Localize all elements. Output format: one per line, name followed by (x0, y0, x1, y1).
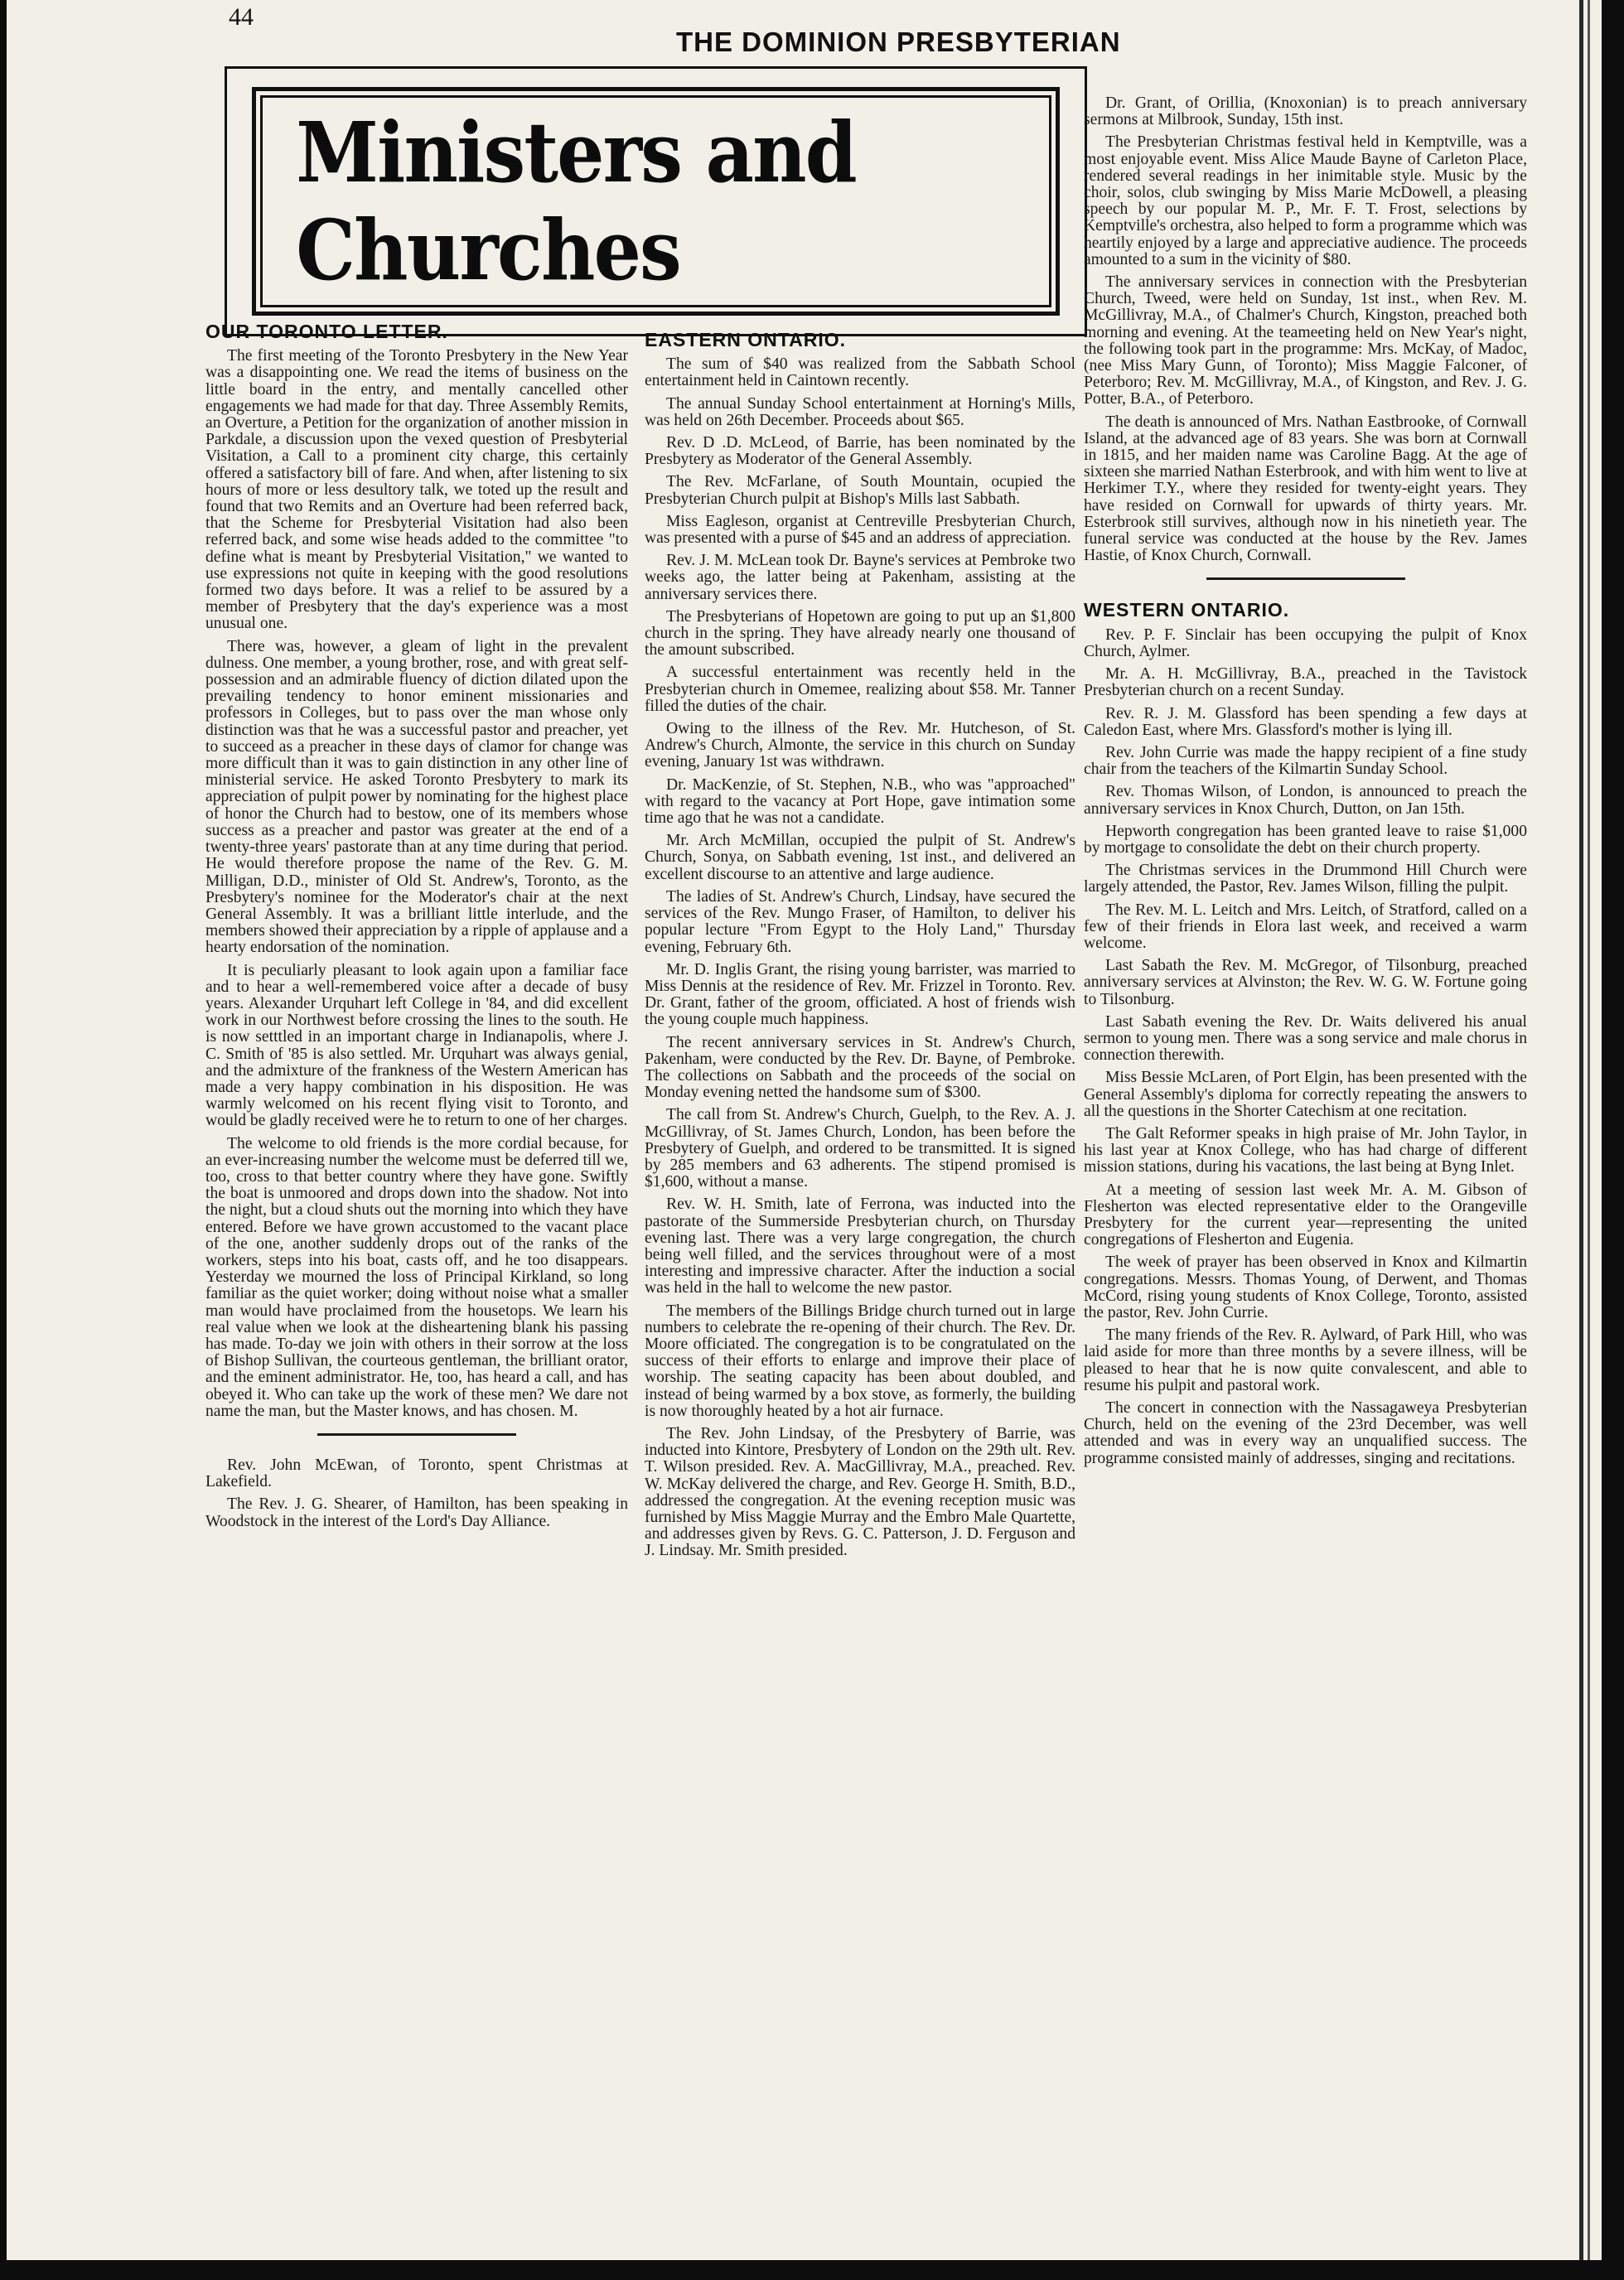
page-edge-line (1588, 0, 1590, 2260)
paragraph: The first meeting of the Toronto Presbytery in the New Year was a disappointing one. We read the items of business on the little board in the entry, and mentally cancelled other engagements we had made for that day. Three Assembly Remits, an Overture, a Petition for the organization of another mission in Parkdale, a discussion upon the vexed question of Presbyterial Visitation, a Call to a prominent city charge, this certainly offered a satisfactory bill of fare. And when, after listening to six hours of more or less desultory talk, we toted up the result and found that two Remits and an Overture had been referred back, that the Scheme for Presbyterial Visitation had also been referred back, and some wise heads added to the committee "to define what is meant by Presbyterial Visitation," we wanted to use expressions not quite in keeping with the good resolutions formed two days before. It was a relief to be assured by a member of Presbytery that the day's experience was a most unusual one. (205, 347, 628, 633)
eastern-heading: EASTERN ONTARIO. (645, 329, 847, 350)
paragraph: The concert in connection with the Nassagaweya Presbyterian Church, held on the evening of the 23rd December, was well attended and was in every way an unqualified success. The programme consisted mainly of addresses, singing and recitations. (1084, 1399, 1527, 1467)
paragraph: The anniversary services in connection with the Presbyterian Church, Tweed, were held on Sunday, 1st inst., when Rev. M. McGillivray, M.A., of Chalmer's Church, Kingston, preached both morning and evening. At the teameeting held on New Year's night, the following took part in the programme: Mrs. McKay, of Madoc, (nee Miss Mary Gunn, of Toronto); Miss Maggie Falconer, of Peterboro; Rev. M. McGillivray, M.A., of Kingston, and Rev. J. G. Potter, B.A., of Peterboro. (1084, 273, 1527, 408)
section-banner (225, 66, 1087, 336)
paragraph: Rev. John McEwan, of Toronto, spent Christmas at Lakefield. (205, 1456, 628, 1491)
paragraph: The call from St. Andrew's Church, Guelph, to the Rev. A. J. McGillivray, of St. James Church, London, has been before the Presbytery of Guelph, and ordered to be transmitted. It is signed by 285 members and 63 adherents. The stipend promised is $1,600, without a manse. (645, 1106, 1075, 1191)
column-right (1084, 95, 1527, 1473)
paragraph: Hepworth congregation has been granted leave to raise $1,000 by mortgage to consolidate the debt on their church property. (1084, 822, 1527, 857)
paragraph: Dr. Grant, of Orillia, (Knoxonian) is to preach anniversary sermons at Milbrook, Sunday, 15th inst. (1084, 94, 1527, 129)
banner-title: Ministers and Churches (296, 104, 856, 299)
paragraph: Rev. P. F. Sinclair has been occupying the pulpit of Knox Church, Aylmer. (1084, 626, 1527, 660)
paragraph: Last Sabath the Rev. M. McGregor, of Tilsonburg, preached anniversary services at Alvinston; the Rev. W. G. W. Fortune going to Tilsonburg. (1084, 957, 1527, 1008)
newspaper-page (7, 0, 1602, 2260)
running-title: THE DOMINION PRESBYTERIAN (676, 27, 1121, 57)
paragraph: Miss Bessie McLaren, of Port Elgin, has been presented with the General Assembly's diploma for correctly repeating the answers to all the questions in the Shorter Catechism at one recitation. (1084, 1069, 1527, 1120)
paragraph: Mr. D. Inglis Grant, the rising young barrister, was married to Miss Dennis at the residence of Rev. Mr. Frizzel in Toronto. Rev. Dr. Grant, father of the groom, officiated. A host of friends wish the young couple much happiness. (645, 960, 1075, 1029)
paragraph: The Presbyterians of Hopetown are going to put up an $1,800 church in the spring. They have already nearly one thousand of the amount subscribed. (645, 607, 1075, 659)
paragraph: A successful entertainment was recently held in the Presbyterian church in Omemee, realizing about $58. Mr. Tanner filled the duties of the chair. (645, 664, 1075, 715)
page-number: 44 (229, 3, 254, 31)
paragraph: There was, however, a gleam of light in the prevalent dulness. One member, a young brother, rose, and with great self-possession and an admirable fluency of diction dilated upon the prevailing tendency to honor eminent missionaries and professors in Colleges, but to pass over the man whose only distinction was that he was a successful pastor and preacher, yet to succeed as a preacher in these days of clamor for change was more difficult than it was to gain distinction in any other line of ministerial service. He asked Toronto Presbytery to mark its appreciation of pulpit power by nominating for the highest place of honor the Church had to bestow, one of its members whose success as a preacher and pastor was greater at the end of a twenty-three years' pastorate than at any time during that period. He would therefore propose the name of the Rev. G. M. Milligan, D.D., minister of Old St. Andrew's, Toronto, as the Presbytery's nominee for the Moderator's chair at the next General Assembly. It was a brilliant little interlude, and the members showed their appreciation by a ripple of applause and a hearty endorsation of the nomination. (205, 637, 628, 957)
paragraph: Dr. MacKenzie, of St. Stephen, N.B., who was "approached" with regard to the vacancy at Port Hope, gave intimation some time ago that he was not a candidate. (645, 775, 1075, 828)
paragraph: Rev. W. H. Smith, late of Ferrona, was inducted into the pastorate of the Summerside Presbyterian church, on Thursday evening last. There was a very large congregation, the church being well filled, and the services throughout were of a most interesting and impressive character. After the induction a social was held in the hall to welcome the new pastor. (645, 1196, 1075, 1297)
paragraph: The annual Sunday School entertainment at Horning's Mills, was held on 26th December. Proceeds about $65. (645, 394, 1075, 429)
paragraph: The death is announced of Mrs. Nathan Eastbrooke, of Cornwall Island, at the advanced age of 83 years. She was born at Cornwall in 1815, and her maiden name was Caroline Bagg. At the age of sixteen she married Nathan Esterbrook, and with him went to live at Herkimer T.Y., where they resided for twenty-eight years. They have resided on Cornwall for upwards of thirty years. Mr. Esterbrook still survives, although now in his ninetieth year. The funeral service was conducted at the house by the Rev. James Hastie, of Knox Church, Cornwall. (1084, 413, 1527, 565)
paragraph: The Rev. M. L. Leitch and Mrs. Leitch, of Stratford, called on a few of their friends in Elora last week, and received a warm welcome. (1084, 901, 1527, 952)
paragraph: The Rev. John Lindsay, of the Presbytery of Barrie, was inducted into Kintore, Presbytery of London on the 29th ult. Rev. T. Wilson presided. Rev. A. MacGillivray, M.A., preached. Rev. W. McKay delivered the charge, and Rev. George H. Smith, B.D., addressed the congregation. At the evening reception music was furnished by Miss Maggie Murray and the Embro Male Quartette, and addresses given by Revs. G. C. Patterson, J. D. Ferguson and J. Lindsay. Mr. Smith presided. (645, 1424, 1075, 1560)
western-heading: WESTERN ONTARIO. (1084, 599, 1290, 621)
column-toronto (205, 323, 628, 1536)
banner-frame (252, 87, 1060, 316)
paragraph: Rev. Thomas Wilson, of London, is announced to preach the anniversary services in Knox Church, Dutton, on Jan 15th. (1084, 783, 1527, 818)
paragraph: The week of prayer has been observed in Knox and Kilmartin congregations. Messrs. Thomas Young, of Derwent, and Thomas McCord, rising young students of Knox College, Toronto, assisted the pastor, Rev. John Currie. (1084, 1254, 1527, 1321)
paragraph: Last Sabath evening the Rev. Dr. Waits delivered his anual sermon to young men. There was a song service and male chorus in connection therewith. (1084, 1012, 1527, 1065)
toronto-heading: OUR TORONTO LETTER. (205, 321, 448, 342)
paragraph: The welcome to old friends is the more cordial because, for an ever-increasing number the welcome must be deferred till we, too, cross to that better country where they have gone. Swiftly the boat is unmoored and drops down into the shadow. Not into the night, but a cloud shuts out the morning into which they have entered. Before we have grown accustomed to the vacant place of the one, another suddenly drops out of the ranks of the workers, steps into his boat, casts off, and he too disappears. Yesterday we mourned the loss of Principal Kirkland, so long familiar as the quiet worker; doing without noise what a smaller man would have proclaimed from the housetops. We learn his real value when we look at the disheartening blank his passing has made. To-day we join with others in their sorrow at the loss of Bishop Sullivan, the courteous gentleman, the brilliant orator, and the eminent administrator. He, too, has heard a call, and has obeyed it. Who can take up the work of these men? We dare not name the man, but the Master knows, and has chosen. M. (205, 1134, 628, 1420)
paragraph: It is peculiarly pleasant to look again upon a familiar face and to hear a well-remembered voice after a decade of busy years. Alexander Urquhart left College in '84, and did excellent work in our Northwest before crossing the lines to the south. He is now setttled in an important charge in Indianapolis, where J. C. Smith of '85 is also settled. Mr. Urquhart was always genial, and the admixture of the frankness of the Western American has made a very happy combination in his disposition. He was warmly welcomed on his recent flying visit to Toronto, and would be gladly received were he to return to one of her charges. (205, 961, 628, 1130)
paragraph: The sum of $40 was realized from the Sabbath School entertainment held in Caintown recently. (645, 355, 1075, 390)
page-edge-shadow (1579, 0, 1583, 2260)
paragraph: The ladies of St. Andrew's Church, Lindsay, have secured the services of the Rev. Mungo Fraser, of Hamilton, to deliver his popular lecture "From Egypt to the Holy Land," Thursday evening, February 6th. (645, 887, 1075, 956)
paragraph: The Presbyterian Christmas festival held in Kemptville, was a most enjoyable event. Miss Alice Maude Bayne of Carleton Place, rendered several readings in her inimitable style. Music by the choir, solos, club swinging by Miss Marie McDowell, a pleasing speech by our popular M. P., Mr. F. T. Frost, selections by Kemptville's orchestra, also helped to form a programme which was heartily enjoyed by a large and appreciative audience. The proceeds amounted to a sum in the vicinity of $80. (1084, 133, 1527, 268)
paragraph: The many friends of the Rev. R. Aylward, of Park Hill, who was laid aside for more than three months by a severe illness, will be pleased to hear that he is now quite convalescent, and able to resume his pulpit and pastoral work. (1084, 1326, 1527, 1394)
paragraph: Rev. John Currie was made the happy recipient of a fine study chair from the teachers of the Kilmartin Sunday School. (1084, 743, 1527, 779)
section-rule (317, 1433, 516, 1436)
paragraph: The Rev. J. G. Shearer, of Hamilton, has been speaking in Woodstock in the interest of the Lord's Day Alliance. (205, 1495, 628, 1530)
paragraph: The Galt Reformer speaks in high praise of Mr. John Taylor, in his last year at Knox College, who has had charge of different mission stations, during his vacations, the last being at Byng Inlet. (1084, 1124, 1527, 1176)
paragraph: Rev. D .D. McLeod, of Barrie, has been nominated by the Presbytery as Moderator of the General Assembly. (645, 434, 1075, 469)
paragraph: The Rev. McFarlane, of South Mountain, ocupied the Presbyterian Church pulpit at Bishop's Mills last Sabbath. (645, 473, 1075, 508)
paragraph: The recent anniversary services in St. Andrew's Church, Pakenham, were conducted by the Rev. Dr. Bayne, of Pembroke. The collections on Sabbath and the proceeds of the social on Monday evening netted the handsome sum of $300. (645, 1033, 1075, 1102)
paragraph: Miss Eagleson, organist at Centreville Presbyterian Church, was presented with a purse of $45 and an address of appreciation. (645, 512, 1075, 548)
paragraph: The Christmas services in the Drummond Hill Church were largely attended, the Pastor, Rev. James Wilson, filling the pulpit. (1084, 862, 1527, 896)
column-eastern (645, 331, 1075, 1566)
paragraph: Owing to the illness of the Rev. Mr. Hutcheson, of St. Andrew's Church, Almonte, the service in this church on Sunday evening, January 1st was withdrawn. (645, 720, 1075, 771)
paragraph: Rev. J. M. McLean took Dr. Bayne's services at Pembroke two weeks ago, the latter being at Pakenham, assisting at the anniversary services there. (645, 552, 1075, 603)
section-rule (1206, 577, 1405, 580)
paragraph: The members of the Billings Bridge church turned out in large numbers to celebrate the re-opening of their church. The Rev. Dr. Moore officiated. The congregation is to be congratulated on the success of their efforts to enlarge and improve their place of worship. The seating capacity has been about doubled, and instead of being warmed by a box stove, as formerly, the building is now thoroughly heated by a hot air furnace. (645, 1302, 1075, 1420)
paragraph: Mr. Arch McMillan, occupied the pulpit of St. Andrew's Church, Sonya, on Sabbath evening, 1st inst., and delivered an excellent discourse to an attentive and large audience. (645, 832, 1075, 883)
paragraph: At a meeting of session last week Mr. A. M. Gibson of Flesherton was elected representative elder to the Orangeville Presbytery for the current year—representing the united congregations of Flesherton and Eugenia. (1084, 1181, 1527, 1249)
paragraph: Rev. R. J. M. Glassford has been spending a few days at Caledon East, where Mrs. Glassford's mother is lying ill. (1084, 704, 1527, 739)
paragraph: Mr. A. H. McGillivray, B.A., preached in the Tavistock Presbyterian church on a recent Sunday. (1084, 665, 1527, 700)
